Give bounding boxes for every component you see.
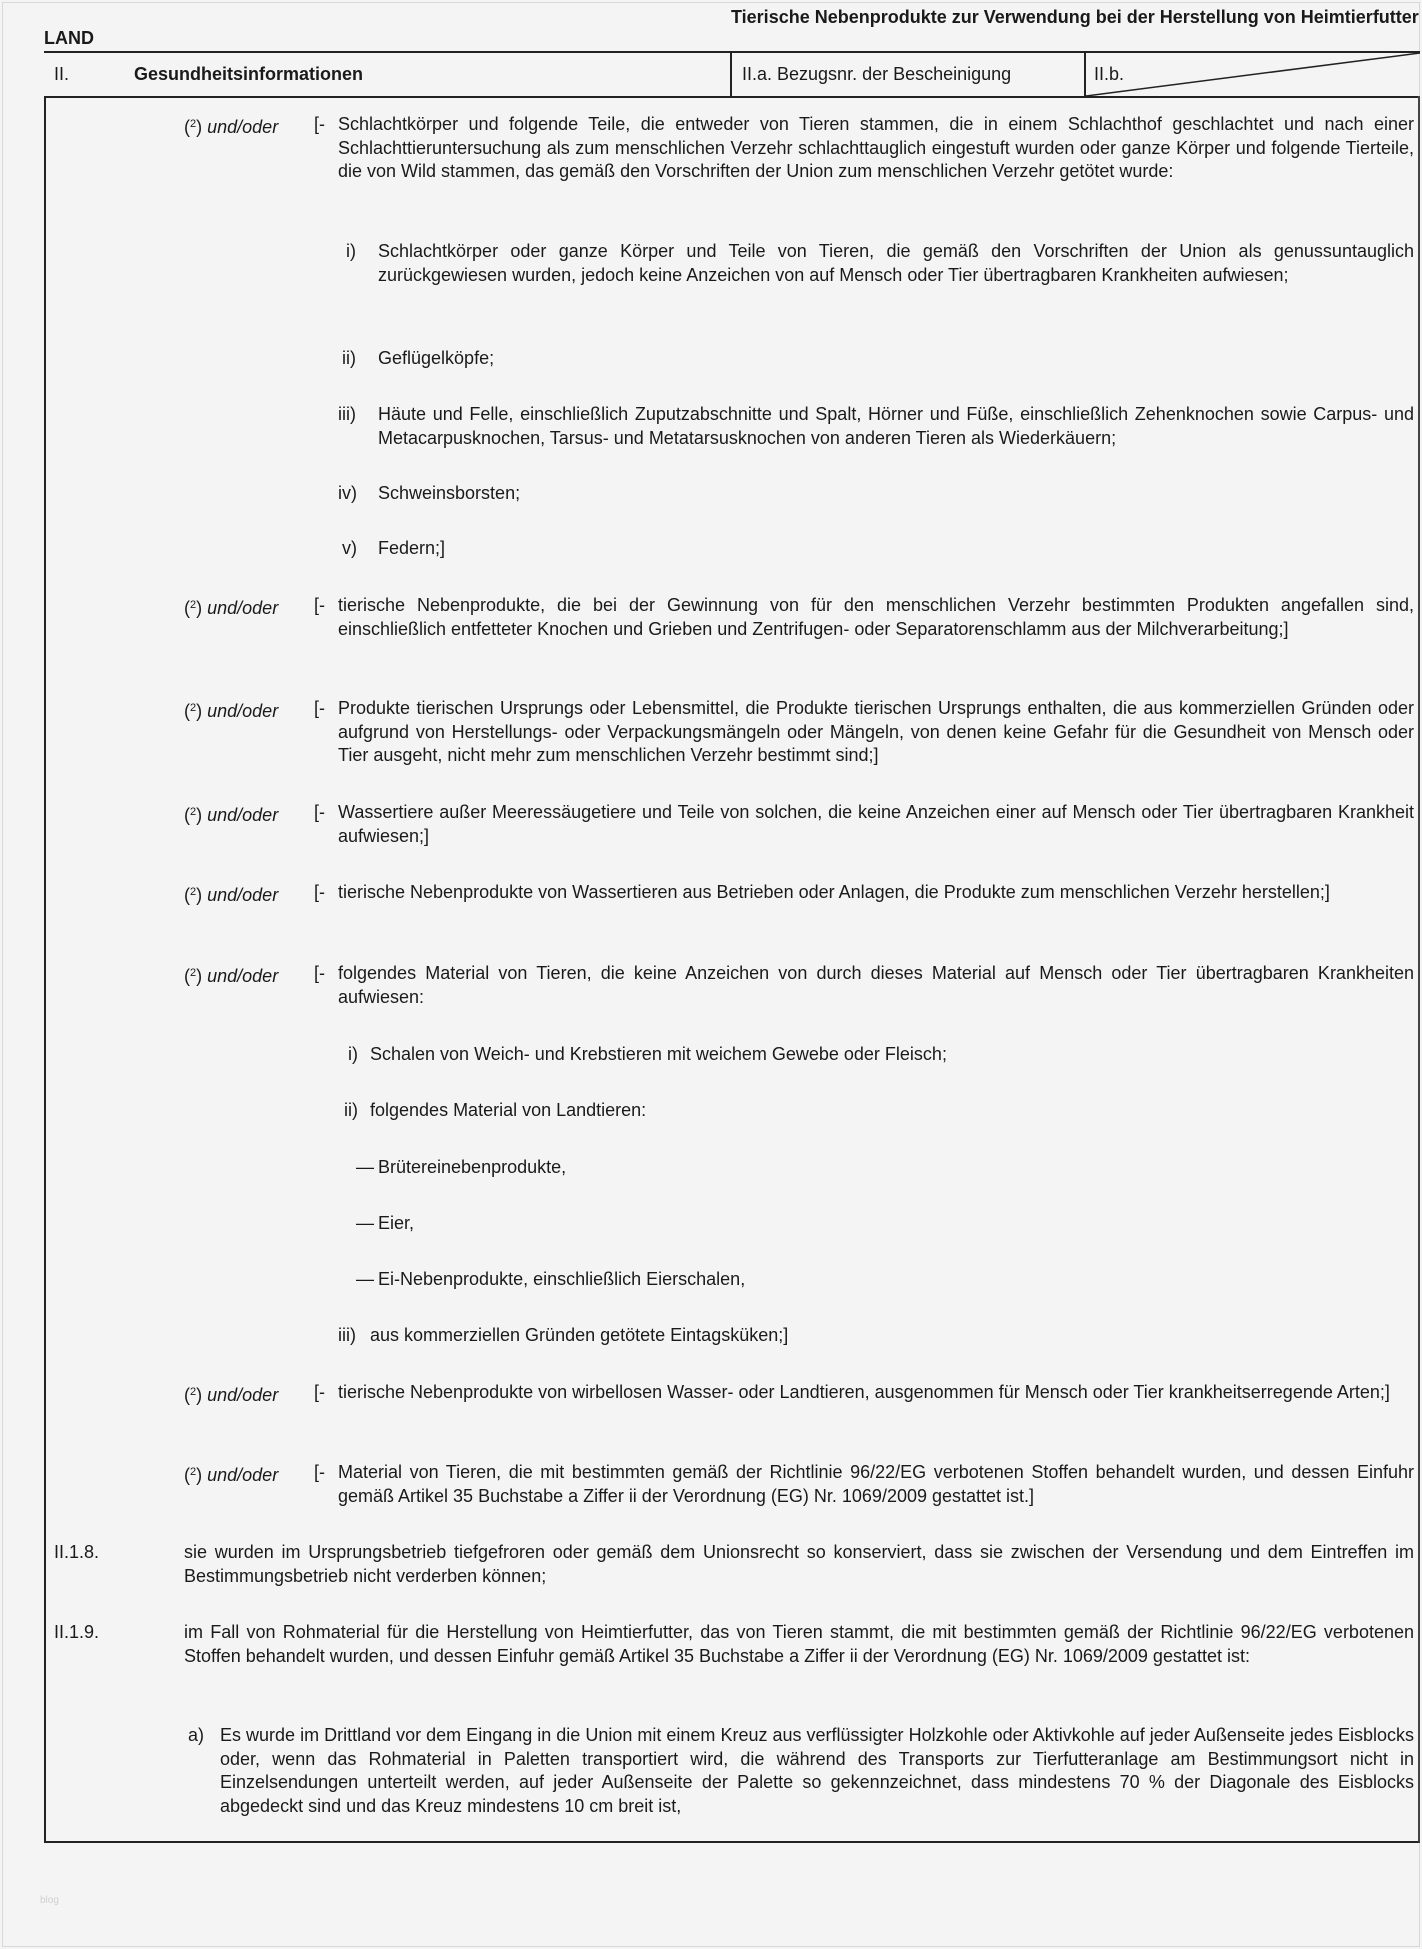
item-number: i) [348,1044,358,1064]
clause-bracket: [- [314,595,325,615]
clause-prefix: ($^2$) und/oder [184,805,279,825]
clause-text: Schlachtkörper und folgende Teile, die entweder von Tieren stammen, die in einem Schlachthof geschlachtet und nach einer Schlachttieruntersuchung als zum menschlichen Verzehr schlachttauglich eingestuft wurden oder ganze Körper und folgende Tierteile, die von Wild stammen, das gemäß den Vorschriften der Union zum menschlichen Verzehr getötet wurde: [338,114,1414,181]
clause-bracket: [- [314,698,325,718]
dash-item-text: Ei-Nebenprodukte, einschließlich Eierschalen, [378,1269,746,1289]
item-number: iv) [338,483,357,503]
item-number: v) [342,538,357,558]
paragraph-number: II.1.8. [54,1542,100,1562]
clause-text: tierische Nebenprodukte von Wassertieren aus Betrieben oder Anlagen, die Produkte zum menschlichen Verzehr herstellen;] [338,882,1330,902]
clause-bracket: [- [314,963,325,983]
dash-icon: — [356,1213,374,1233]
clause-text: folgendes Material von Tieren, die keine Anzeichen von durch dieses Material auf Mensch oder Tier übertragbaren Krankheiten aufwiesen: [338,963,1414,1007]
watermark: blog [40,1895,59,1906]
clause-text: Produkte tierischen Ursprungs oder Lebensmittel, die Produkte tierischen Ursprungs enthalten, die aus kommerziellen Gründen oder aufgrund von Herstellungs- oder Verpackungsmängeln oder Mängeln, von denen keine Gefahr für die Gesundheit von Mensch oder Tier ausgeht, nicht mehr zum menschlichen Verzehr bestimmt sind;] [338,698,1414,765]
clause-bracket: [- [314,802,325,822]
dash-icon: — [356,1269,374,1289]
item-text: Schalen von Weich- und Krebstieren mit weichem Gewebe oder Fleisch; [370,1044,947,1064]
clause-prefix: ($^2$) und/oder [184,966,279,986]
item-number: ii) [342,348,356,368]
clause-prefix: ($^2$) und/oder [184,885,279,905]
section-number: II. [54,64,70,84]
item-text: Schweinsborsten; [378,483,521,503]
diagonal-strike-icon [1086,53,1420,96]
clause-bracket: [- [314,1462,325,1482]
item-number: ii) [344,1100,358,1120]
iib-label: II.b. [1094,64,1125,84]
clause-text: Wassertiere außer Meeressäugetiere und Teile von solchen, die keine Anzeichen einer auf Mensch oder Tier übertragbaren Krankheit aufwiesen;] [338,802,1414,846]
item-text: Federn;] [378,538,446,558]
dash-icon: — [356,1157,374,1177]
item-text: Schlachtkörper oder ganze Körper und Teile von Tieren, die gemäß den Vorschriften der Union als genussuntauglich zurückgewiesen wurden, jedoch keine Anzeichen von auf Mensch oder Tier übertragbaren Krankheiten aufwiesen; [378,241,1414,285]
item-text: Geflügelköpfe; [378,348,495,368]
clause-prefix: ($^2$) und/oder [184,117,279,137]
item-number: iii) [338,404,356,424]
paragraph-text: im Fall von Rohmaterial für die Herstellung von Heimtierfutter, das von Tieren stammt, die mit bestimmten gemäß der Richtlinie 96/22/EG verbotenen Stoffen behandelt wurden, und dessen Einfuhr gemäß Artikel 35 Buchstabe a Ziffer ii der Verordnung (EG) Nr. 1069/2009 gestattet ist: [184,1622,1414,1666]
clause-prefix: ($^2$) und/oder [184,701,279,721]
section-name: Gesundheitsinformationen [134,64,364,84]
clause-bracket: [- [314,882,325,902]
clause-bracket: [- [314,114,325,134]
dash-item-text: Eier, [378,1213,415,1233]
item-text: folgendes Material von Landtieren: [370,1100,647,1120]
item-number: iii) [338,1325,356,1345]
clause-prefix: ($^2$) und/oder [184,1465,279,1485]
clause-text: tierische Nebenprodukte von wirbellosen Wasser- oder Landtieren, ausgenommen für Mensch oder Tier krankheitserregende Arten;] [338,1382,1390,1402]
country-label: LAND [44,28,94,48]
clause-text: Material von Tieren, die mit bestimmten gemäß der Richtlinie 96/22/EG verbotenen Stoffen behandelt wurden, und dessen Einfuhr gemäß Artikel 35 Buchstabe a Ziffer ii der Verordnung (EG) Nr. 1069/2009 gestattet ist.] [338,1462,1414,1506]
item-text: Häute und Felle, einschließlich Zuputzabschnitte und Spalt, Hörner und Füße, einschließlich Zehenknochen sowie Carpus- und Metacarpusknochen, Tarsus- und Metatarsusknochen von anderen Tieren als Wiederkäuern; [378,404,1414,448]
certificate-title: Tierische Nebenprodukte zur Verwendung bei der Herstellung von Heimtierfutter [731,7,1419,27]
sub-item-number: a) [188,1725,205,1745]
clause-text: tierische Nebenprodukte, die bei der Gewinnung von für den menschlichen Verzehr bestimmten Produkten angefallen sind, einschließlich entfetteter Knochen und Grieben und Zentrifugen- oder Separatorenschlamm aus der Milchverarbeitung;] [338,595,1414,639]
clause-prefix: ($^2$) und/oder [184,1385,279,1405]
section-header-row [44,51,1420,98]
clause-bracket: [- [314,1382,325,1402]
item-number: i) [346,241,356,261]
paragraph-number: II.1.9. [54,1622,100,1642]
dash-item-text: Brütereinebenprodukte, [378,1157,567,1177]
item-text: aus kommerziellen Gründen getötete Eintagsküken;] [370,1325,789,1345]
clause-prefix: ($^2$) und/oder [184,598,279,618]
sub-item-text: Es wurde im Drittland vor dem Eingang in die Union mit einem Kreuz aus verflüssigter Holzkohle oder Aktivkohle auf jeder Außenseite jedes Eisblocks oder, wenn das Rohmaterial in Paletten transportiert wird, die während des Transports zur Tierfutteranlage am Bestimmungsort nicht in Einzelsendungen unterteilt werden, auf jeder Außenseite der Palette so gekennzeichnet, dass mindestens 70 % der Diagonale des Eisblocks abgedeckt sind und das Kreuz mindestens 10 cm breit ist, [220,1725,1414,1816]
iib-cell [1084,53,1420,96]
certificate-reference-cell: II.a. Bezugsnr. der Bescheinigung [730,53,1084,96]
paragraph-text: sie wurden im Ursprungsbetrieb tiefgefroren oder gemäß dem Unionsrecht so konserviert, dass sie zwischen der Versendung und dem Eintreffen im Bestimmungsbetrieb nicht verderben können; [184,1542,1414,1586]
